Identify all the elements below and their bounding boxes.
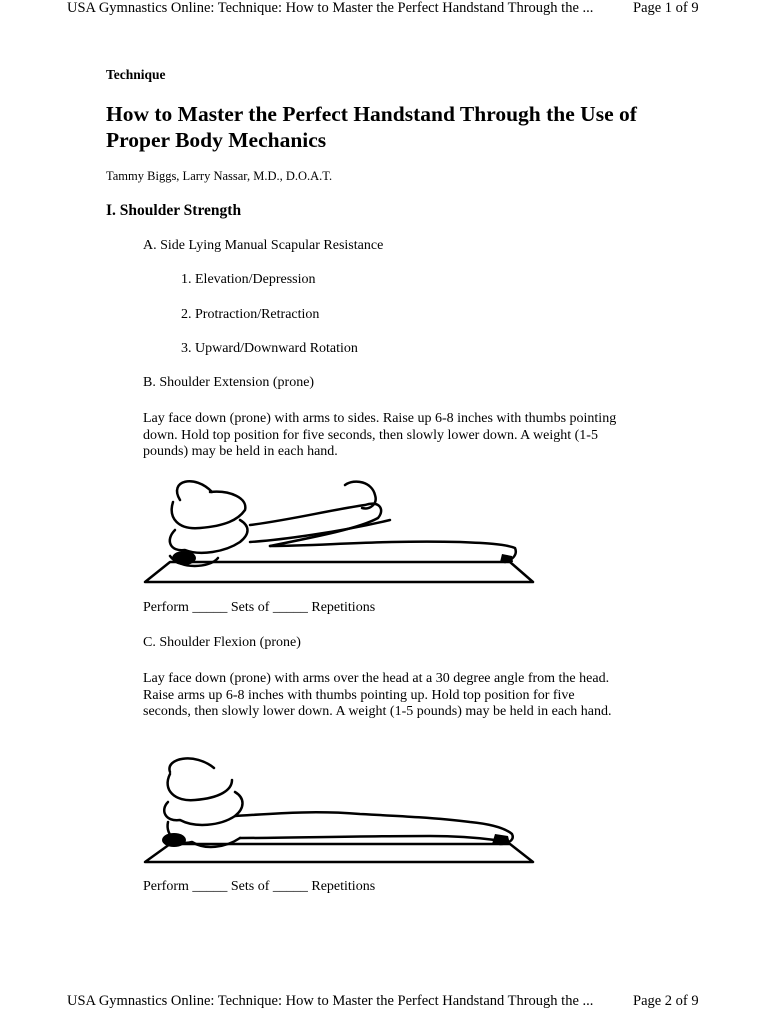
sub-item-3: 3. Upward/Downward Rotation (181, 341, 358, 356)
item-b: B. Shoulder Extension (prone) (143, 375, 315, 390)
page-header-number: Page 1 of 9 (633, 0, 699, 16)
item-c: C. Shoulder Flexion (prone) (143, 635, 301, 650)
page-header-title: USA Gymnastics Online: Technique: How to Master the Perfect Handstand Through the ... (67, 0, 594, 16)
item-c-description: Lay face down (prone) with arms over the head at a 30 degree angle from the head. Raise arms up 6-8 inches with thumbs pointing up. Hold top position for five seconds, then slowly lower down. A weight (1-5 pounds) may be held in each hand. (143, 671, 612, 719)
perform-line-1: Perform _____ Sets of _____ Repetitions (143, 600, 376, 615)
perform-line-2: Perform _____ Sets of _____ Repetitions (143, 879, 376, 894)
article-authors: Tammy Biggs, Larry Nassar, M.D., D.O.A.T. (106, 169, 333, 183)
shoulder-flexion-illustration (140, 750, 540, 868)
sub-item-2: 2. Protraction/Retraction (181, 307, 320, 322)
item-a: A. Side Lying Manual Scapular Resistance (143, 238, 384, 253)
page-footer-number: Page 2 of 9 (633, 993, 699, 1009)
item-b-description: Lay face down (prone) with arms to sides. Raise up 6-8 inches with thumbs pointing down. Hold top position for five seconds, then slowly lower down. A weight (1-5 pounds) may be held in each hand. (143, 411, 617, 459)
section-label: Technique (106, 67, 166, 82)
page-footer-title: USA Gymnastics Online: Technique: How to Master the Perfect Handstand Through the ... (67, 993, 594, 1009)
article-title: How to Master the Perfect Handstand Through the Use of Proper Body Mechanics (106, 102, 637, 152)
section-heading: I. Shoulder Strength (106, 202, 242, 219)
sub-item-1: 1. Elevation/Depression (181, 272, 316, 287)
shoulder-extension-illustration (140, 470, 540, 588)
